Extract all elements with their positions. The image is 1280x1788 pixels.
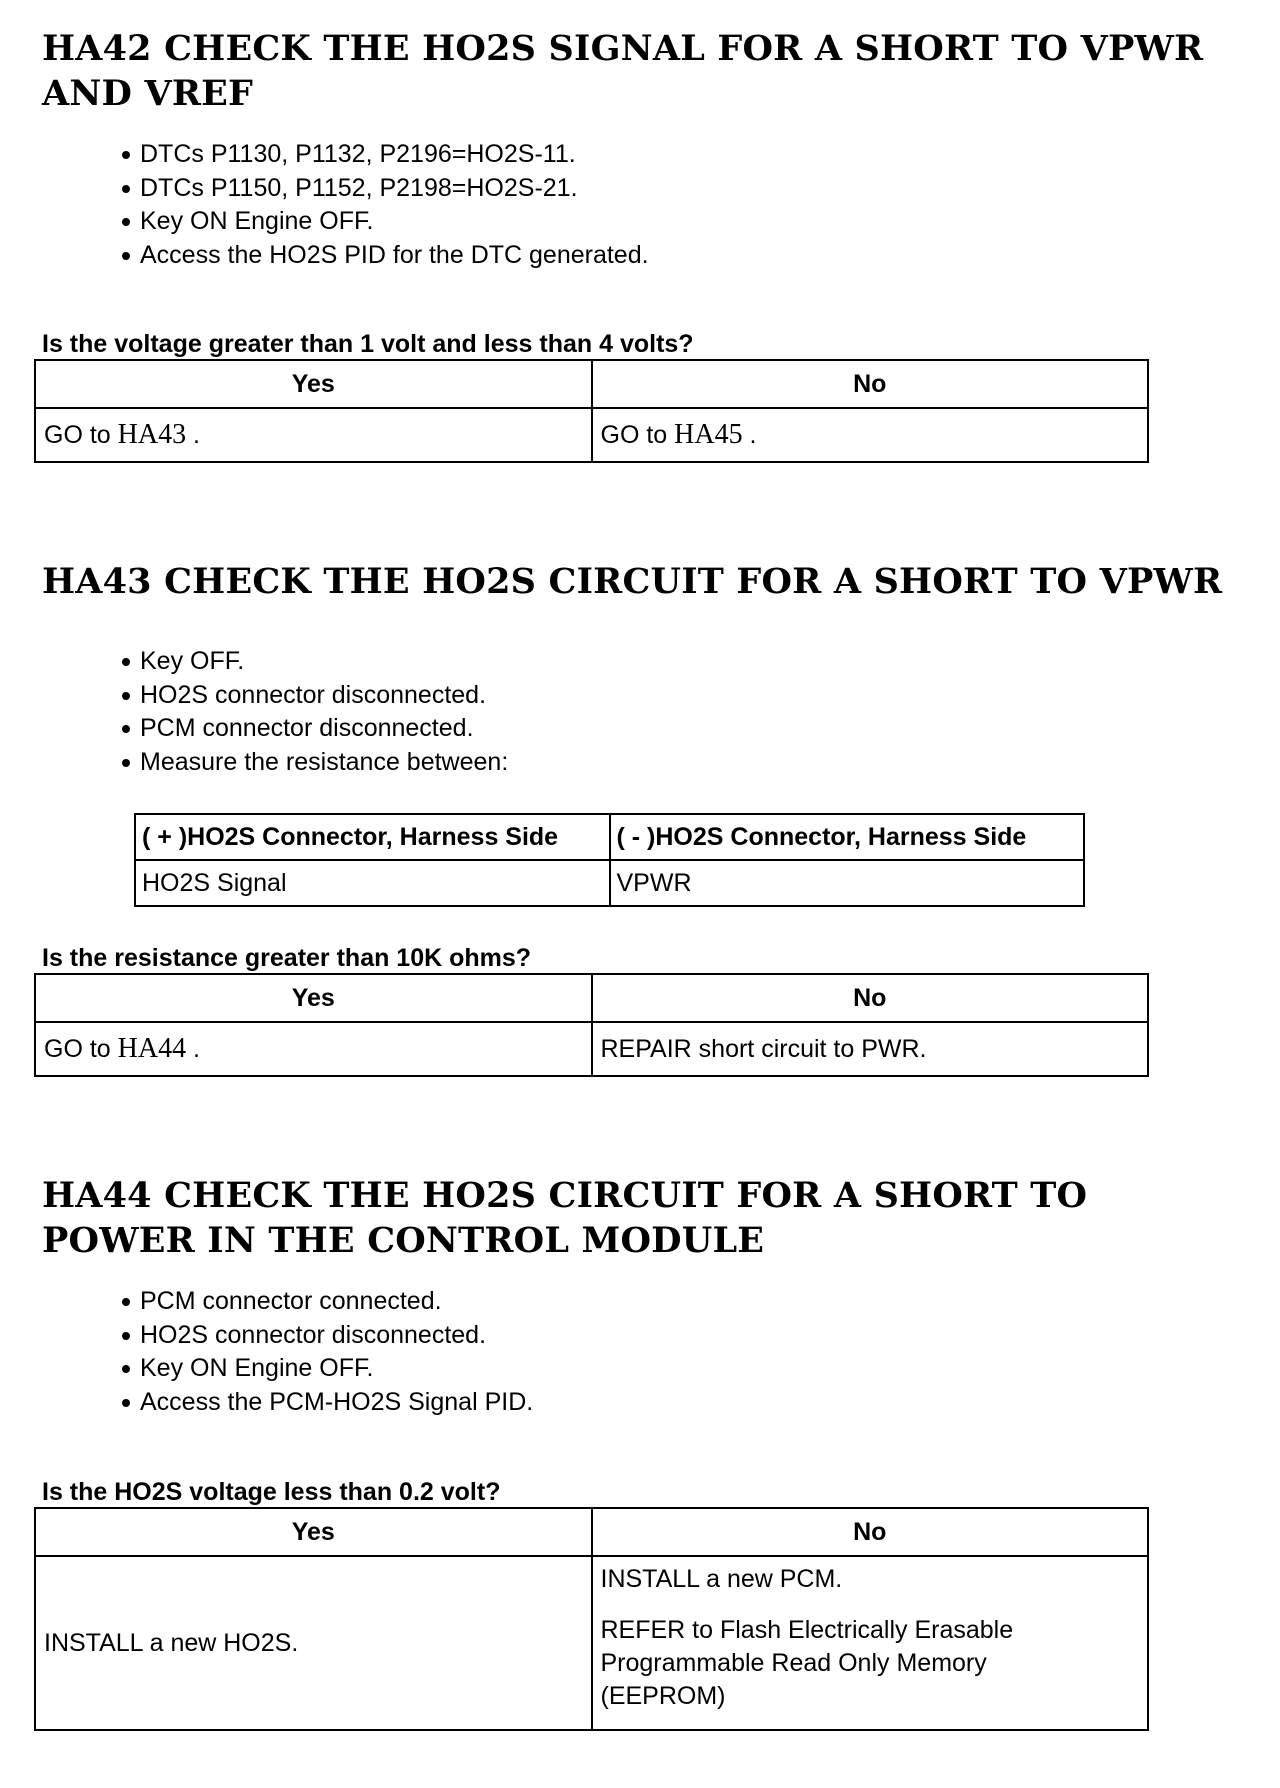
yes-header: Yes [35, 360, 592, 408]
step-item: PCM connector connected. [122, 1285, 533, 1319]
positive-lead-header: ( + )HO2S Connector, Harness Side [135, 814, 610, 860]
step-item: PCM connector disconnected. [122, 712, 508, 746]
step-item: Measure the resistance between: [122, 746, 508, 780]
step-item: Key ON Engine OFF. [122, 205, 649, 239]
question-ha42: Is the voltage greater than 1 volt and less than 4 volts? [42, 330, 694, 358]
step-item: DTCs P1150, P1152, P2198=HO2S-21. [122, 172, 649, 206]
yes-goto-suffix: . [186, 421, 200, 449]
step-item: DTCs P1130, P1132, P2196=HO2S-11. [122, 138, 649, 172]
yes-cell [35, 408, 592, 462]
measurement-table-ha43 [134, 813, 1085, 907]
yes-goto-text: GO to [44, 421, 118, 449]
decision-table-ha42 [34, 359, 1149, 463]
yes-header: Yes [35, 974, 592, 1022]
step-item: Key OFF. [122, 645, 508, 679]
step-list-ha44 [122, 1285, 533, 1419]
yes-cell: INSTALL a new HO2S. [35, 1556, 592, 1730]
negative-lead-value: VPWR [610, 860, 1085, 906]
no-goto-suffix: . [742, 421, 757, 449]
no-cell [592, 408, 1149, 462]
question-ha43: Is the resistance greater than 10K ohms? [42, 944, 532, 972]
decision-table-ha44 [34, 1507, 1149, 1731]
yes-goto-suffix: . [186, 1035, 200, 1063]
step-item: HO2S connector disconnected. [122, 679, 508, 713]
step-item: Access the HO2S PID for the DTC generated. [122, 239, 649, 273]
no-header: No [592, 1508, 1149, 1556]
question-ha44: Is the HO2S voltage less than 0.2 volt? [42, 1478, 501, 1506]
no-cell [592, 1556, 1149, 1730]
yes-cell [35, 1022, 592, 1076]
step-list-ha43 [122, 645, 508, 779]
step-item: Access the PCM-HO2S Signal PID. [122, 1386, 533, 1420]
negative-lead-header: ( - )HO2S Connector, Harness Side [610, 814, 1085, 860]
decision-table-ha43 [34, 973, 1149, 1077]
no-refer-line[interactable]: Programmable Read Only Memory [600, 1649, 987, 1677]
section-heading-ha44: HA44 CHECK THE HO2S CIRCUIT FOR A SHORT TO POWER IN THE CONTROL MODULE [42, 1175, 1088, 1261]
goto-ha43-link[interactable]: HA43 [117, 419, 187, 450]
no-refer-line[interactable]: (EEPROM) [600, 1682, 726, 1710]
positive-lead-value: HO2S Signal [135, 860, 610, 906]
no-instruction-line: INSTALL a new PCM. [600, 1565, 843, 1593]
yes-goto-text: GO to [44, 1035, 118, 1063]
no-header: No [592, 974, 1149, 1022]
no-header: No [592, 360, 1149, 408]
no-refer-line[interactable]: REFER to Flash Electrically Erasable [600, 1616, 1014, 1644]
goto-ha45-link[interactable]: HA45 [674, 419, 743, 450]
step-list-ha42 [122, 138, 649, 272]
section-heading-ha42: HA42 CHECK THE HO2S SIGNAL FOR A SHORT TO VPWR AND VREF [42, 28, 1204, 114]
yes-header: Yes [35, 1508, 592, 1556]
no-goto-text: GO to [600, 421, 675, 449]
goto-ha44-link[interactable]: HA44 [117, 1033, 187, 1064]
step-item: Key ON Engine OFF. [122, 1352, 533, 1386]
no-cell: REPAIR short circuit to PWR. [592, 1022, 1149, 1076]
step-item: HO2S connector disconnected. [122, 1319, 533, 1353]
section-heading-ha43: HA43 CHECK THE HO2S CIRCUIT FOR A SHORT TO VPWR [42, 561, 1223, 602]
